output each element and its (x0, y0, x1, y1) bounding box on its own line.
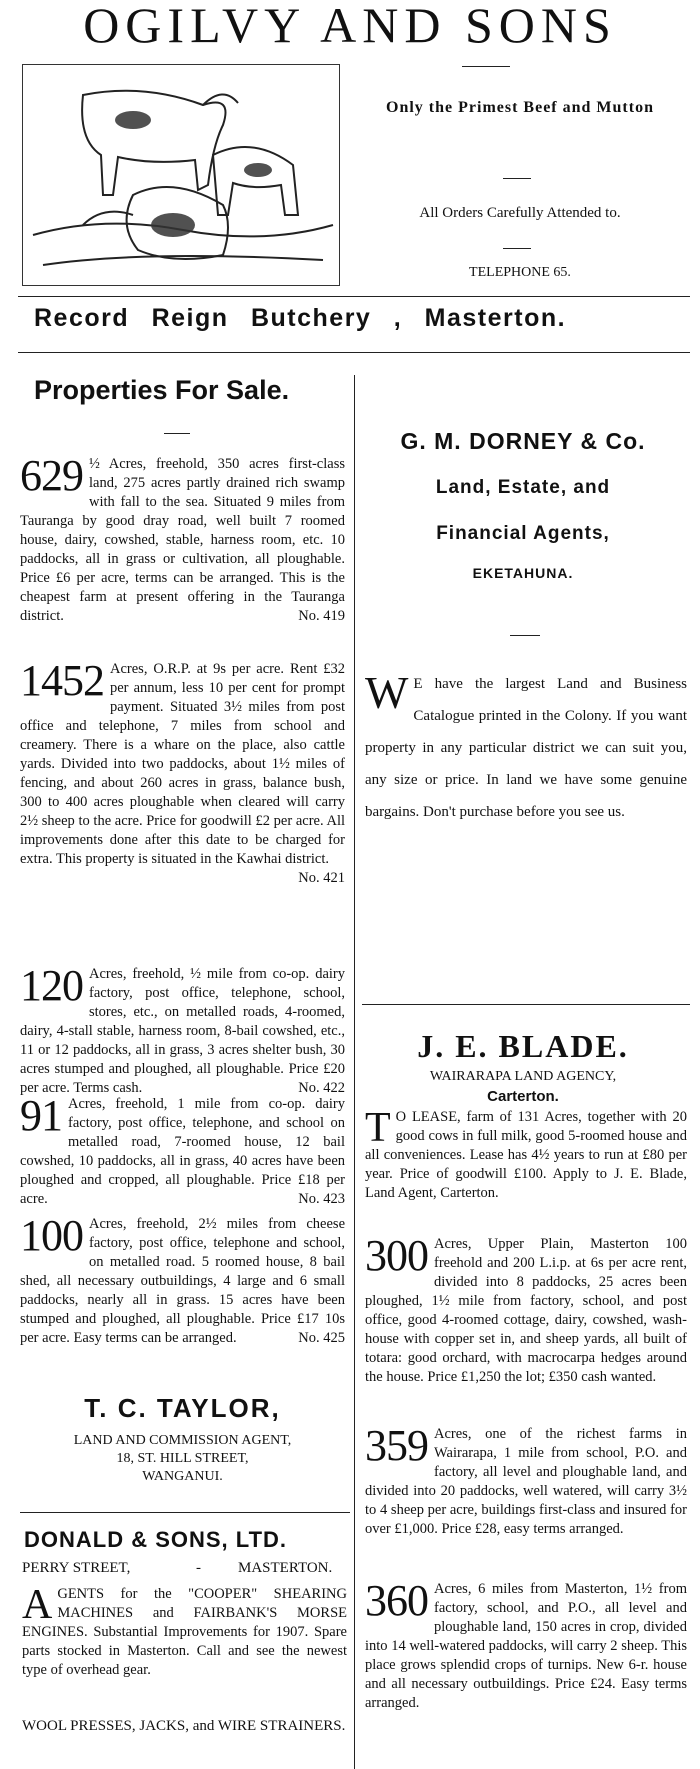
property-lot (20, 1091, 345, 1210)
ogilvy-orders: All Orders Carefully Attended to. (419, 205, 621, 221)
dorney-line1: Land, Estate, and (435, 477, 611, 498)
dorney-town: EKETAHUNA. (472, 565, 574, 581)
lot-text: Acres, freehold, 2½ miles from cheese factory, post office, telephone and school, on metalled road. 5 roomed house, 8 bail shed, all necessary outbuildings, 4 large and 6 small paddocks, nearly all in grass. 15 acres have been stumped and ploughed, all ploughable. Price £17 10s per acre. Easy terms can be arranged. (20, 1216, 345, 1346)
lot-text: Acres, 6 miles from Masterton, 1½ from factory, school, and P.O., all level and ploughable land, 150 acres in crop, divided into 14 well-watered paddocks, will carry 2 sheep. This place grows splendid crops of turnips. New 6-r. house and all necessary outbuildings. Price £24. Easy terms arranged. (365, 1581, 687, 1711)
divider (503, 248, 531, 249)
blade-agency: WAIRARAPA LAND AGENCY, (429, 1069, 617, 1084)
lot-ref: No. 422 (298, 1080, 345, 1096)
taylor-name: T. C. TAYLOR, (84, 1393, 281, 1423)
cattle-illustration (22, 64, 340, 286)
blade-lease-block (365, 1105, 687, 1203)
donald-body: GENTS for the "COOPER" SHEARING MACHINES and FAIRBANK'S MORSE ENGINES. Substantial Improvements for 1907. Spare parts stocked in Masterton. Call and see the newest type of overhead gear. (22, 1586, 347, 1678)
lot-text: Acres, one of the richest farms in Wairarapa, 1 mile from school, P.O. and factory, all level and ploughable land, and divided into 20 paddocks, well watered, will carry 3½ to 4 sheep per acre, buildings first-class and insured for over £1,000. Price £28, easy terms arranged. (365, 1426, 687, 1537)
property-lot (20, 451, 345, 655)
donald-town: MASTERTON. (238, 1560, 333, 1576)
dorney-body: E have the largest Land and Business Catalogue printed in the Colony. If you want property in any particular district we can suit you, any size or price. In land we have some genuine bargains. Don't purchase before you see us. (365, 676, 687, 820)
column-divider (354, 375, 355, 1769)
ogilvy-telephone: TELEPHONE 65. (469, 265, 571, 280)
lot-number: 359 (365, 1421, 428, 1470)
divider (164, 433, 190, 434)
lot-text: Acres, O.R.P. at 9s per acre. Rent £32 per annum, less 10 per cent for prompt payment. Situated 3½ miles from post office and telephone, 7 miles from school and creamery. There is a whare on the place, also cattle yards. Divided into two paddocks, about 1½ miles of fencing, and about 260 acres in grass, balance bush, 300 to 400 acres ploughable when cleared will carry 2½ sheep to the acre. Price for goodwill £2 per acre. All improvements done after this date to be charged for extra. This property is situated in the Kawhai district. (20, 661, 345, 867)
blade-town: Carterton. (487, 1088, 559, 1105)
rule (20, 1512, 350, 1513)
lot-number: 91 (20, 1091, 62, 1140)
dropcap: A (22, 1582, 53, 1628)
rule (362, 1004, 690, 1005)
lot-text: Acres, freehold, 1 mile from co-op. dairy factory, post office, telephone, and school on metalled road, 7-roomed house, 12 bail cowshed, 10 paddocks, all in grass, 40 acres have been ploughed and cropped, all ploughable. Price £18 per acre. (20, 1096, 345, 1207)
ogilvy-title: OGILVY AND SONS (83, 0, 617, 53)
blade-lot (365, 1231, 687, 1415)
dorney-name: G. M. DORNEY & Co. (400, 428, 646, 454)
lot-ref: No. 419 (298, 608, 345, 624)
dorney-line2: Financial Agents, (436, 523, 610, 544)
divider (462, 66, 510, 67)
ogilvy-footer: Record Reign Butchery , Masterton. (34, 304, 567, 332)
property-lot (20, 961, 345, 1096)
blade-lot (365, 1421, 687, 1575)
divider (503, 178, 531, 179)
properties-heading: Properties For Sale. (34, 375, 290, 405)
divider (510, 635, 540, 636)
rule (18, 296, 690, 297)
lot-number: 120 (20, 961, 83, 1010)
lot-number: 1452 (20, 656, 104, 705)
lot-number: 300 (365, 1231, 428, 1280)
lot-number: 100 (20, 1211, 83, 1260)
property-lot (20, 1211, 345, 1385)
lot-text: Acres, Upper Plain, Masterton 100 freehold and 200 L.i.p. at 6s per acre rent, divided into 8 paddocks, 25 acres been ploughed, 1½ mile from factory, school, and post office, good 4-roomed cottage, dairy, cowshed, wash-house with copper set in, and sheep yards, all built of totara: good orchard, with macrocarpa hedges around the house. Price £1,250 the lot; £350 cash wanted. (365, 1236, 687, 1385)
blade-lot (365, 1576, 687, 1766)
lot-number: 629 (20, 451, 83, 500)
taylor-line2: 18, ST. HILL STREET, (116, 1451, 249, 1466)
dropcap: W (365, 667, 409, 718)
lot-ref: No. 421 (298, 870, 345, 886)
lot-text: Acres, freehold, ½ mile from co-op. dairy factory, post office, telephone, school, stores, etc., on metalled roads, 4-roomed, dairy, 4-stall stable, harness room, 8-bail cowshed, etc., 11 or 12 paddocks, all in grass, 3 acres shelter bush, 30 acres stumped and ploughed, all ploughable. Price £20 per acre. Terms cash. (20, 966, 345, 1096)
lot-ref: No. 425 (298, 1330, 345, 1346)
dorney-body-block (365, 668, 687, 828)
donald-body-block (22, 1582, 347, 1680)
taylor-line1: LAND AND COMMISSION AGENT, (73, 1433, 292, 1448)
blade-lease: O LEASE, farm of 131 Acres, together with 20 good cows in full milk, good 5-roomed house and all conveniences. Lease has 4½ years to run at £80 per year. Price of goodwill £100. Apply to J. E. Blade, Land Agent, Carterton. (365, 1109, 687, 1201)
ogilvy-tagline: Only the Primest Beef and Mutton (386, 99, 654, 116)
rule (18, 352, 690, 353)
donald-street: PERRY STREET, (22, 1560, 131, 1576)
blade-name: J. E. BLADE. (417, 1028, 629, 1064)
donald-footer: WOOL PRESSES, JACKS, and WIRE STRAINERS. (22, 1718, 346, 1734)
lot-number: 360 (365, 1576, 428, 1625)
donald-name: DONALD & SONS, LTD. (24, 1527, 288, 1552)
dropcap: T (365, 1105, 391, 1151)
lot-text: ½ Acres, freehold, 350 acres first-class land, 275 acres partly drained rich swamp with fall to the sea. Situated 9 miles from Tauranga by good dray road, well built 7 roomed house, dairy, cowshed, stable, harness room, etc. 10 paddocks, all in grass or cultivation, all ploughable. Price £6 per acre, terms can be arranged. This is the cheapest farm at present offering in the Tauranga district. (20, 456, 345, 624)
property-lot (20, 656, 345, 960)
lot-ref: No. 423 (298, 1191, 345, 1207)
taylor-line3: WANGANUI. (142, 1469, 223, 1484)
donald-dash: - (196, 1560, 201, 1576)
